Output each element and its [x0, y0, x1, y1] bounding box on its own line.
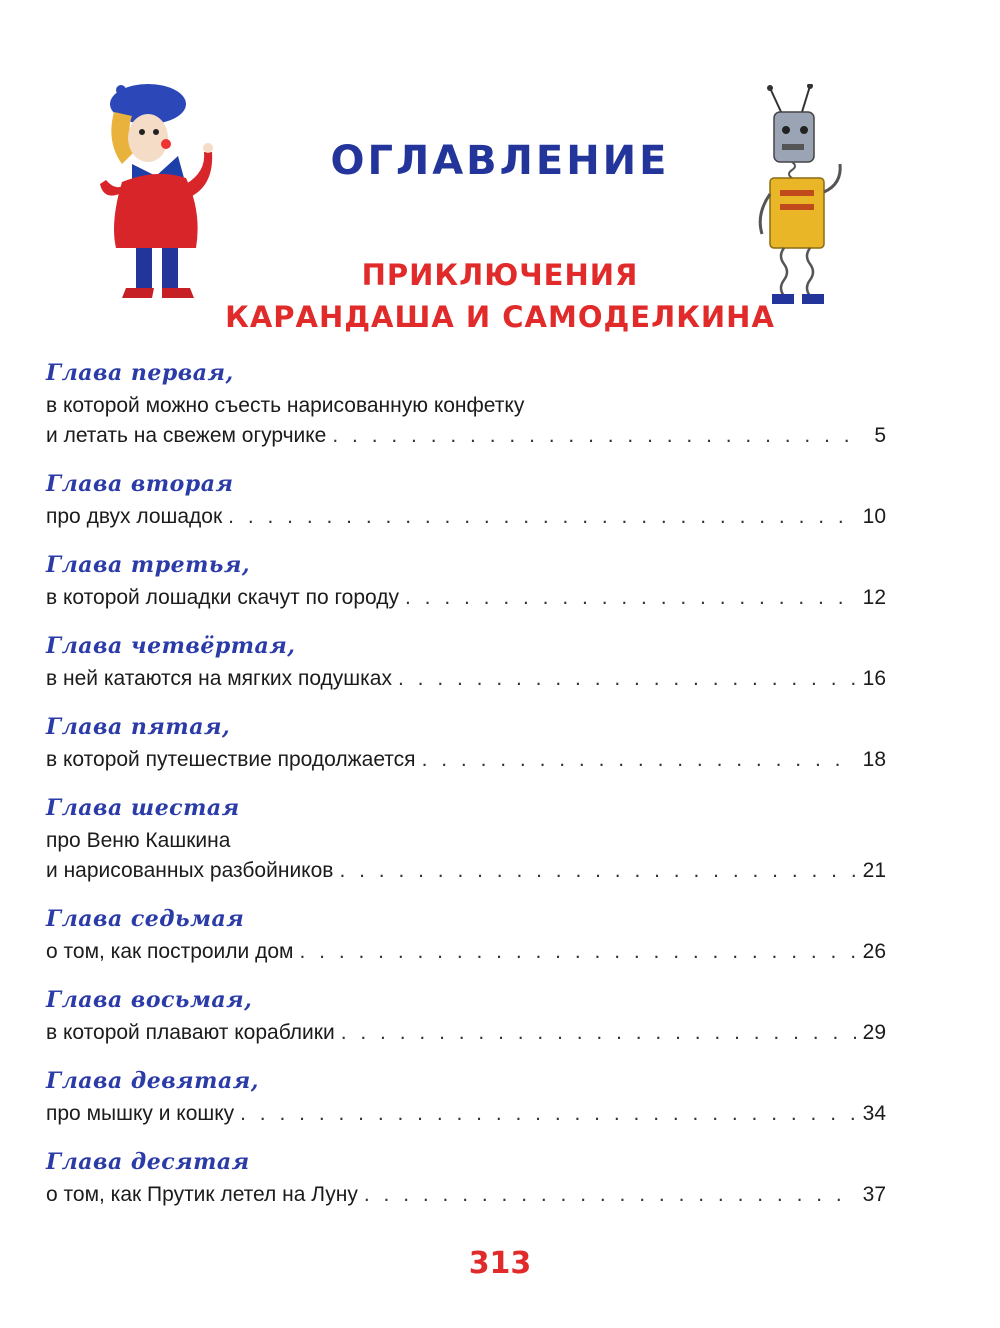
- page-ref: 12: [862, 586, 886, 609]
- page-ref: 16: [862, 667, 886, 690]
- dot-leader: [228, 502, 856, 532]
- page-ref: 29: [862, 1021, 886, 1044]
- toc-entry: [46, 421, 886, 451]
- toc-chapter-3[interactable]: [46, 548, 886, 629]
- page-ref: 10: [862, 505, 886, 528]
- toc-entry: [46, 1099, 886, 1129]
- chapter-description-line: в которой путешествие продолжается: [46, 748, 416, 771]
- toc-entry: [46, 745, 886, 775]
- chapter-description-line: о том, как Прутик летел на Луну: [46, 1183, 358, 1206]
- chapter-title: Глава четвёртая,: [46, 633, 296, 659]
- page-number: 313: [468, 1246, 532, 1281]
- book-title-line-2: КАРАНДАША И САМОДЕЛКИНА: [225, 300, 775, 334]
- dot-leader: [332, 421, 856, 451]
- dot-leader: [364, 1180, 856, 1210]
- dot-leader: [405, 583, 856, 613]
- page-ref: 26: [862, 940, 886, 963]
- chapter-description-line: про Веню Кашкина: [46, 829, 231, 852]
- chapter-title: Глава первая,: [46, 360, 234, 386]
- chapter-title: Глава шестая: [46, 795, 240, 821]
- toc-chapter-6[interactable]: [46, 791, 886, 902]
- toc-list: [46, 356, 886, 1226]
- book-title: [0, 254, 1000, 338]
- toc-chapter-5[interactable]: [46, 710, 886, 791]
- book-title-line-1: ПРИКЛЮЧЕНИЯ: [361, 258, 639, 292]
- toc-heading: ОГЛАВЛЕНИЕ: [330, 138, 670, 184]
- chapter-title: Глава вторая: [46, 471, 234, 497]
- dot-leader: [299, 937, 856, 967]
- dot-leader: [339, 856, 856, 886]
- chapter-description-line: про мышку и кошку: [46, 1102, 235, 1125]
- chapter-description-line: в которой плавают кораблики: [46, 1021, 335, 1044]
- toc-entry: [46, 502, 886, 532]
- toc-chapter-1[interactable]: [46, 356, 886, 467]
- toc-entry: [46, 856, 886, 886]
- page-ref: 21: [862, 859, 886, 882]
- dot-leader: [398, 664, 856, 694]
- chapter-title: Глава третья,: [46, 552, 251, 578]
- chapter-title: Глава девятая,: [46, 1068, 259, 1094]
- page-ref: 34: [862, 1102, 886, 1125]
- toc-entry: [46, 1180, 886, 1210]
- toc-entry: [46, 664, 886, 694]
- toc-entry: [46, 1018, 886, 1048]
- toc-chapter-8[interactable]: [46, 983, 886, 1064]
- chapter-description-line: в которой можно съесть нарисованную конфетку: [46, 394, 525, 417]
- chapter-title: Глава восьмая,: [46, 987, 253, 1013]
- chapter-description-line: и нарисованных разбойников: [46, 859, 334, 882]
- toc-chapter-10[interactable]: [46, 1145, 886, 1226]
- page-ref: 18: [862, 748, 886, 771]
- toc-chapter-9[interactable]: [46, 1064, 886, 1145]
- chapter-description-line: в ней катаются на мягких подушках: [46, 667, 392, 690]
- toc-chapter-4[interactable]: [46, 629, 886, 710]
- dot-leader: [240, 1099, 856, 1129]
- chapter-description-line: про двух лошадок: [46, 505, 223, 528]
- chapter-description-line: и летать на свежем огурчике: [46, 424, 327, 447]
- toc-chapter-7[interactable]: [46, 902, 886, 983]
- dot-leader: [422, 745, 856, 775]
- chapter-title: Глава седьмая: [46, 906, 245, 932]
- toc-entry: [46, 583, 886, 613]
- page-ref: 5: [874, 424, 886, 447]
- toc-entry: [46, 937, 886, 967]
- chapter-description-line: о том, как построили дом: [46, 940, 294, 963]
- chapter-title: Глава десятая: [46, 1149, 250, 1175]
- chapter-title: Глава пятая,: [46, 714, 231, 740]
- dot-leader: [341, 1018, 856, 1048]
- toc-chapter-2[interactable]: [46, 467, 886, 548]
- chapter-description-line: в которой лошадки скачут по городу: [46, 586, 399, 609]
- page-ref: 37: [862, 1183, 886, 1206]
